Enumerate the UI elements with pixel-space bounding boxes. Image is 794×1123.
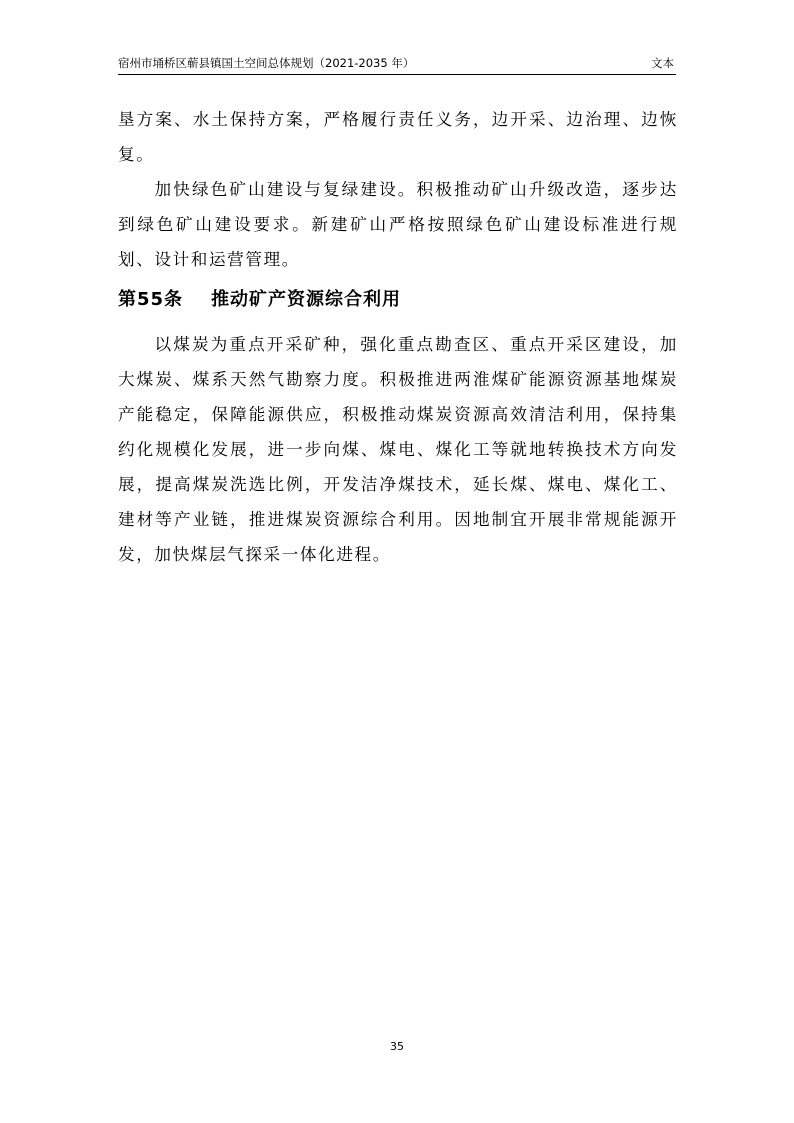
page-header	[118, 52, 676, 75]
section-title: 推动矿产资源综合利用	[211, 289, 402, 310]
header-doc-type: 文本	[651, 56, 674, 70]
section-heading	[118, 285, 678, 315]
page-number: 35	[390, 1040, 404, 1053]
page-body	[118, 102, 678, 572]
header-title: 宿州市埇桥区蕲县镇国土空间总体规划（2021-2035 年）	[118, 56, 415, 70]
paragraph-coal-utilization: 以煤炭为重点开采矿种，强化重点勘查区、重点开采区建设，加大煤炭、煤系天然气勘察力度。积极推进两淮煤矿能源资源基地煤炭产能稳定，保障能源供应，积极推动煤炭资源高效清洁利用，保持集约化规模化发展，进一步向煤、煤电、煤化工等就地转换技术方向发展，提高煤炭洗选比例，开发洁净煤技术，延长煤、煤电、煤化工、建材等产业链，推进煤炭资源综合利用。因地制宜开展非常规能源开发，加快煤层气探采一体化进程。	[118, 335, 678, 564]
paragraph-continued: 垦方案、水土保持方案，严格履行责任义务，边开采、边治理、边恢复。	[118, 110, 678, 164]
paragraph-green-mine: 加快绿色矿山建设与复绿建设。积极推动矿山升级改造，逐步达到绿色矿山建设要求。新建矿山严格按照绿色矿山建设标准进行规划、设计和运营管理。	[118, 180, 678, 269]
section-number: 第55条	[118, 289, 184, 310]
